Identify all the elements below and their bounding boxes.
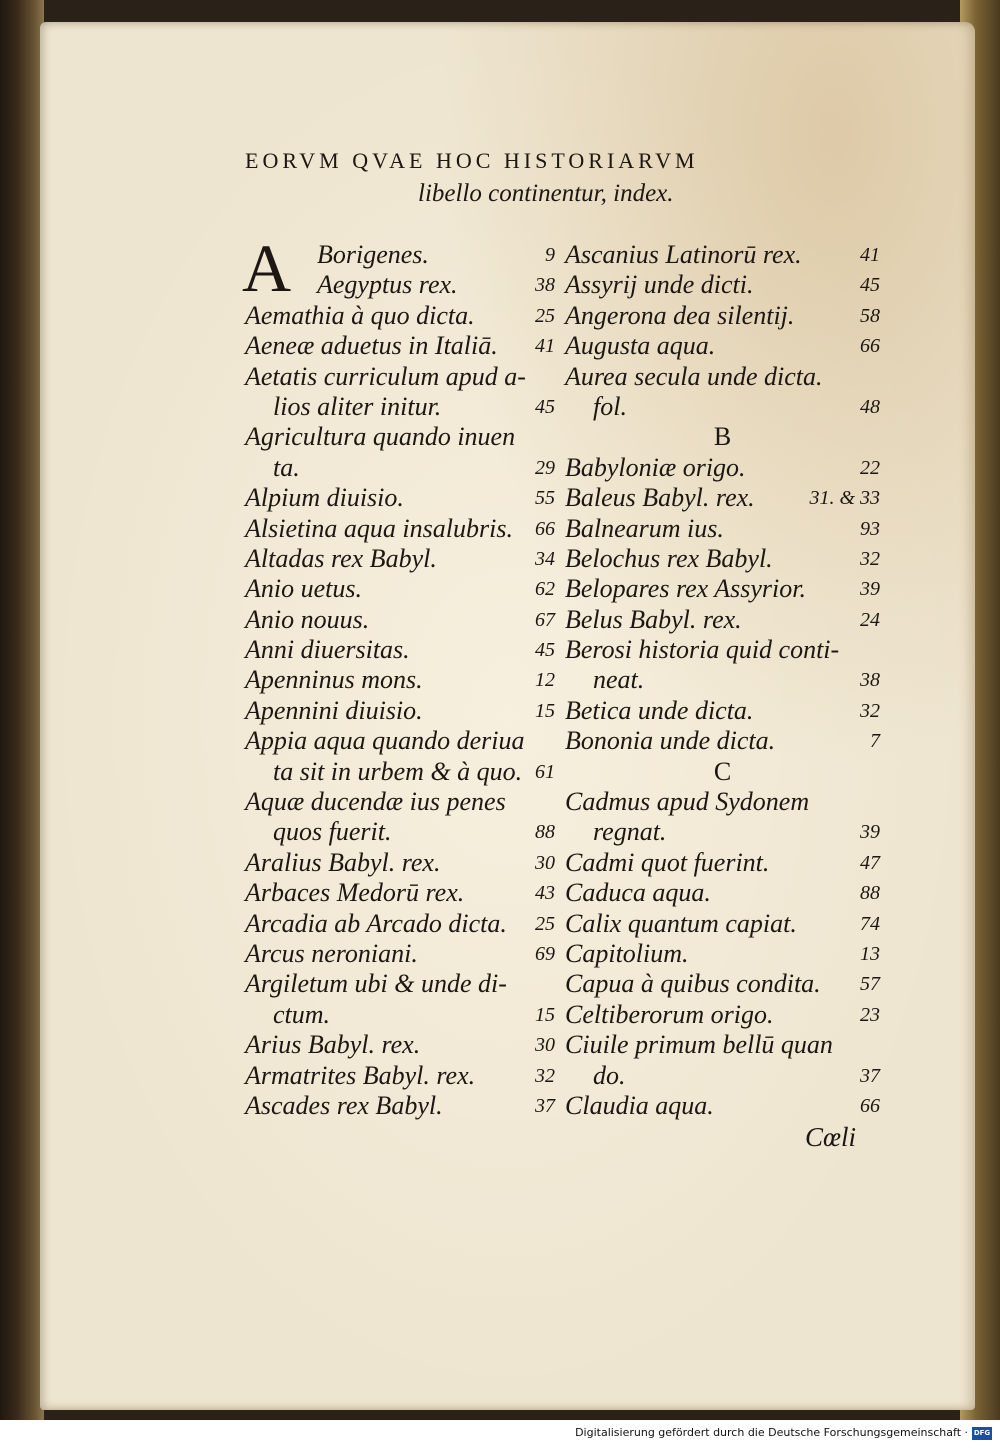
entry-page-number: 45: [860, 274, 880, 297]
entry-term: Bononia unde dicta.: [565, 726, 776, 756]
index-entry: [565, 848, 880, 878]
entry-page-number: 32: [860, 547, 880, 570]
entry-term: Agricultura quando inuen: [245, 422, 516, 452]
entry-term: Assyrij unde dicti.: [565, 270, 754, 300]
section-letter: B: [713, 422, 732, 452]
index-column-left: [242, 230, 555, 1121]
entry-term: lios aliter initur.: [273, 391, 442, 421]
index-entry: [565, 878, 880, 908]
dfg-logo: DFG: [972, 1427, 992, 1440]
entry-page-number: 12: [535, 669, 555, 692]
index-entry: [245, 1061, 555, 1091]
entry-page-number: 66: [860, 335, 880, 358]
entry-page-number: 31. & 33: [809, 487, 880, 510]
entry-term: Celtiberorum origo.: [565, 999, 774, 1029]
entry-page-number: 15: [535, 699, 555, 722]
index-entry: [565, 939, 880, 969]
index-entry: [245, 453, 555, 483]
entry-page-number: 39: [860, 821, 880, 844]
index-entry: [245, 605, 555, 635]
index-entry: [245, 848, 555, 878]
index-entry: [245, 635, 555, 665]
entry-term: quos fuerit.: [273, 817, 392, 847]
index-entry: [245, 544, 555, 574]
index-entry: [245, 514, 555, 544]
index-entry: [245, 817, 555, 847]
entry-term: Aurea secula unde dicta.: [565, 361, 823, 391]
entry-term: Arcus neroniani.: [245, 938, 418, 968]
entry-term: ta.: [273, 452, 300, 482]
entry-term: fol.: [593, 391, 627, 421]
entry-term: Aetatis curriculum apud a-: [245, 361, 526, 391]
entry-term: Arius Babyl. rex.: [245, 1030, 421, 1060]
entry-term: Alsietina aqua insalubris.: [245, 513, 513, 543]
entry-term: Argiletum ubi & unde di-: [245, 969, 507, 999]
entry-page-number: 62: [535, 578, 555, 601]
book-binding-left: [0, 0, 44, 1420]
entry-term: do.: [593, 1060, 626, 1090]
entry-page-number: 55: [535, 487, 555, 510]
entry-page-number: 41: [860, 244, 880, 266]
entry-page-number: 45: [535, 395, 555, 418]
index-entry: [245, 696, 555, 726]
entry-term: regnat.: [593, 817, 667, 847]
entry-term: Anio uetus.: [245, 574, 362, 604]
index-entry: [245, 392, 555, 422]
index-entry: [245, 665, 555, 695]
entry-term: Appia aqua quando deriua: [245, 726, 525, 756]
entry-page-number: 66: [535, 517, 555, 540]
entry-term: Aralius Babyl. rex.: [245, 847, 441, 877]
index-entry: [245, 969, 555, 999]
index-entry: [565, 1030, 880, 1060]
entry-page-number: 88: [860, 882, 880, 905]
index-entry: [565, 392, 880, 422]
index-entry: [245, 909, 555, 939]
entry-term: Aemathia à quo dicta.: [245, 300, 475, 330]
entry-page-number: 39: [860, 578, 880, 601]
entry-page-number: 66: [860, 1094, 880, 1117]
entry-page-number: 38: [860, 669, 880, 692]
entry-term: Ciuile primum bellū quan: [565, 1030, 833, 1060]
entry-page-number: 61: [535, 760, 555, 783]
index-entry: [565, 696, 880, 726]
index-entry: [245, 757, 555, 787]
entry-term: Arcadia ab Arcado dicta.: [245, 908, 507, 938]
entry-term: Capitolium.: [565, 938, 689, 968]
entry-page-number: 88: [535, 821, 555, 844]
entry-term: Claudia aqua.: [565, 1090, 714, 1120]
entry-term: Alpium diuisio.: [245, 483, 404, 513]
index-entry: [245, 240, 555, 270]
entry-page-number: 57: [860, 973, 880, 996]
index-entry: [245, 270, 555, 300]
entry-term: Babyloniæ origo.: [565, 452, 746, 482]
entry-term: Berosi historia quid conti-: [565, 635, 840, 665]
index-entry: [565, 635, 880, 665]
entry-page-number: 30: [535, 851, 555, 874]
index-entry: [565, 1091, 880, 1121]
entry-term: Belochus rex Babyl.: [565, 543, 773, 573]
index-entry: [245, 1030, 555, 1060]
entry-page-number: 32: [535, 1064, 555, 1087]
section-letter: C: [713, 756, 732, 786]
entry-term: Cadmus apud Sydonem: [565, 787, 810, 817]
entry-term: Calix quantum capiat.: [565, 908, 797, 938]
entry-term: Capua à quibus condita.: [565, 969, 821, 999]
entry-term: Caduca aqua.: [565, 878, 711, 908]
entry-page-number: 38: [535, 274, 555, 297]
entry-page-number: 47: [860, 851, 880, 874]
entry-page-number: 58: [860, 304, 880, 327]
entry-page-number: 22: [860, 456, 880, 479]
entry-page-number: 23: [860, 1003, 880, 1026]
entry-page-number: 43: [535, 882, 555, 905]
index-entry: [245, 939, 555, 969]
entry-term: Borigenes.: [317, 240, 429, 269]
entry-page-number: 32: [860, 699, 880, 722]
entry-page-number: 9: [545, 244, 555, 266]
catchword: Cœli: [805, 1122, 857, 1152]
index-heading: EORVM QVAE HOC HISTORIARVM: [245, 148, 699, 173]
entry-term: Apennini diuisio.: [245, 695, 423, 725]
entry-term: Aegyptus rex.: [317, 270, 458, 300]
entry-term: ta sit in urbem & à quo.: [273, 756, 523, 786]
index-entry: [565, 270, 880, 300]
entry-page-number: 24: [860, 608, 880, 631]
entry-term: Aquæ ducendæ ius penes: [245, 787, 506, 817]
dropcap-letter: A: [242, 230, 292, 306]
index-entry: [565, 240, 880, 270]
entry-term: Belus Babyl. rex.: [565, 604, 742, 634]
index-entry: [245, 483, 555, 513]
index-entry: [565, 787, 880, 817]
index-entry: [565, 817, 880, 847]
index-entry: [245, 1000, 555, 1030]
entry-page-number: 34: [535, 547, 555, 570]
index-entry: [565, 574, 880, 604]
index-entry: [565, 544, 880, 574]
entry-term: Betica unde dicta.: [565, 695, 754, 725]
footer-bar: [0, 1420, 1000, 1448]
index-entry: [245, 787, 555, 817]
entry-page-number: 69: [535, 942, 555, 965]
entry-page-number: 15: [535, 1003, 555, 1026]
entry-page-number: 13: [860, 942, 880, 965]
entry-page-number: 29: [535, 456, 555, 479]
entry-term: Balnearum ius.: [565, 513, 724, 543]
index-entry: [565, 605, 880, 635]
entry-term: Baleus Babyl. rex.: [565, 483, 755, 513]
index-entry: [245, 574, 555, 604]
index-entry: [245, 422, 555, 452]
entry-page-number: 67: [535, 608, 555, 631]
entry-page-number: 41: [535, 335, 555, 358]
index-entry: [565, 969, 880, 999]
index-entry: [565, 1000, 880, 1030]
entry-term: Ascanius Latinorū rex.: [565, 240, 802, 269]
index-entry: [565, 909, 880, 939]
entry-page-number: 93: [860, 517, 880, 540]
footer-credit: Digitalisierung gefördert durch die Deutsche Forschungsgemeinschaft ·: [575, 1426, 968, 1439]
index-entry: [565, 362, 880, 392]
entry-term: Altadas rex Babyl.: [245, 543, 437, 573]
entry-term: Augusta aqua.: [565, 331, 716, 361]
index-entry: [565, 1061, 880, 1091]
entry-term: ctum.: [273, 999, 331, 1029]
entry-page-number: 45: [535, 639, 555, 662]
entry-page-number: 25: [535, 304, 555, 327]
index-entry: [245, 726, 555, 756]
entry-page-number: 25: [535, 912, 555, 935]
entry-term: Armatrites Babyl. rex.: [245, 1060, 476, 1090]
index-entry: [565, 331, 880, 361]
entry-page-number: 30: [535, 1034, 555, 1057]
index-entry: [245, 301, 555, 331]
index-subheading: libello continentur, index.: [418, 180, 674, 207]
entry-term: Belopares rex Assyrior.: [565, 574, 806, 604]
entry-term: Ascades rex Babyl.: [245, 1090, 443, 1120]
entry-term: Angerona dea silentij.: [565, 300, 795, 330]
index-entry: [245, 362, 555, 392]
index-entry: [565, 665, 880, 695]
index-entry: [565, 483, 880, 513]
index-column-right: [565, 240, 880, 1121]
index-entry: [565, 301, 880, 331]
entry-term: Anio nouus.: [245, 604, 370, 634]
entry-term: Arbaces Medorū rex.: [245, 878, 465, 908]
index-entry: [245, 331, 555, 361]
entry-page-number: 74: [860, 912, 880, 935]
index-entry: [245, 878, 555, 908]
entry-term: Cadmi quot fuerint.: [565, 847, 770, 877]
index-entry: [565, 726, 880, 756]
entry-term: Aeneæ aduetus in Italiā.: [245, 331, 498, 361]
entry-page-number: 7: [870, 730, 880, 753]
entry-term: Anni diuersitas.: [245, 635, 410, 665]
index-entry: [565, 453, 880, 483]
entry-page-number: 37: [535, 1094, 555, 1117]
index-entry: [565, 514, 880, 544]
entry-page-number: 37: [860, 1064, 880, 1087]
entry-term: Apenninus mons.: [245, 665, 423, 695]
entry-page-number: 48: [860, 395, 880, 418]
entry-term: neat.: [593, 665, 645, 695]
index-entry: [245, 1091, 555, 1121]
